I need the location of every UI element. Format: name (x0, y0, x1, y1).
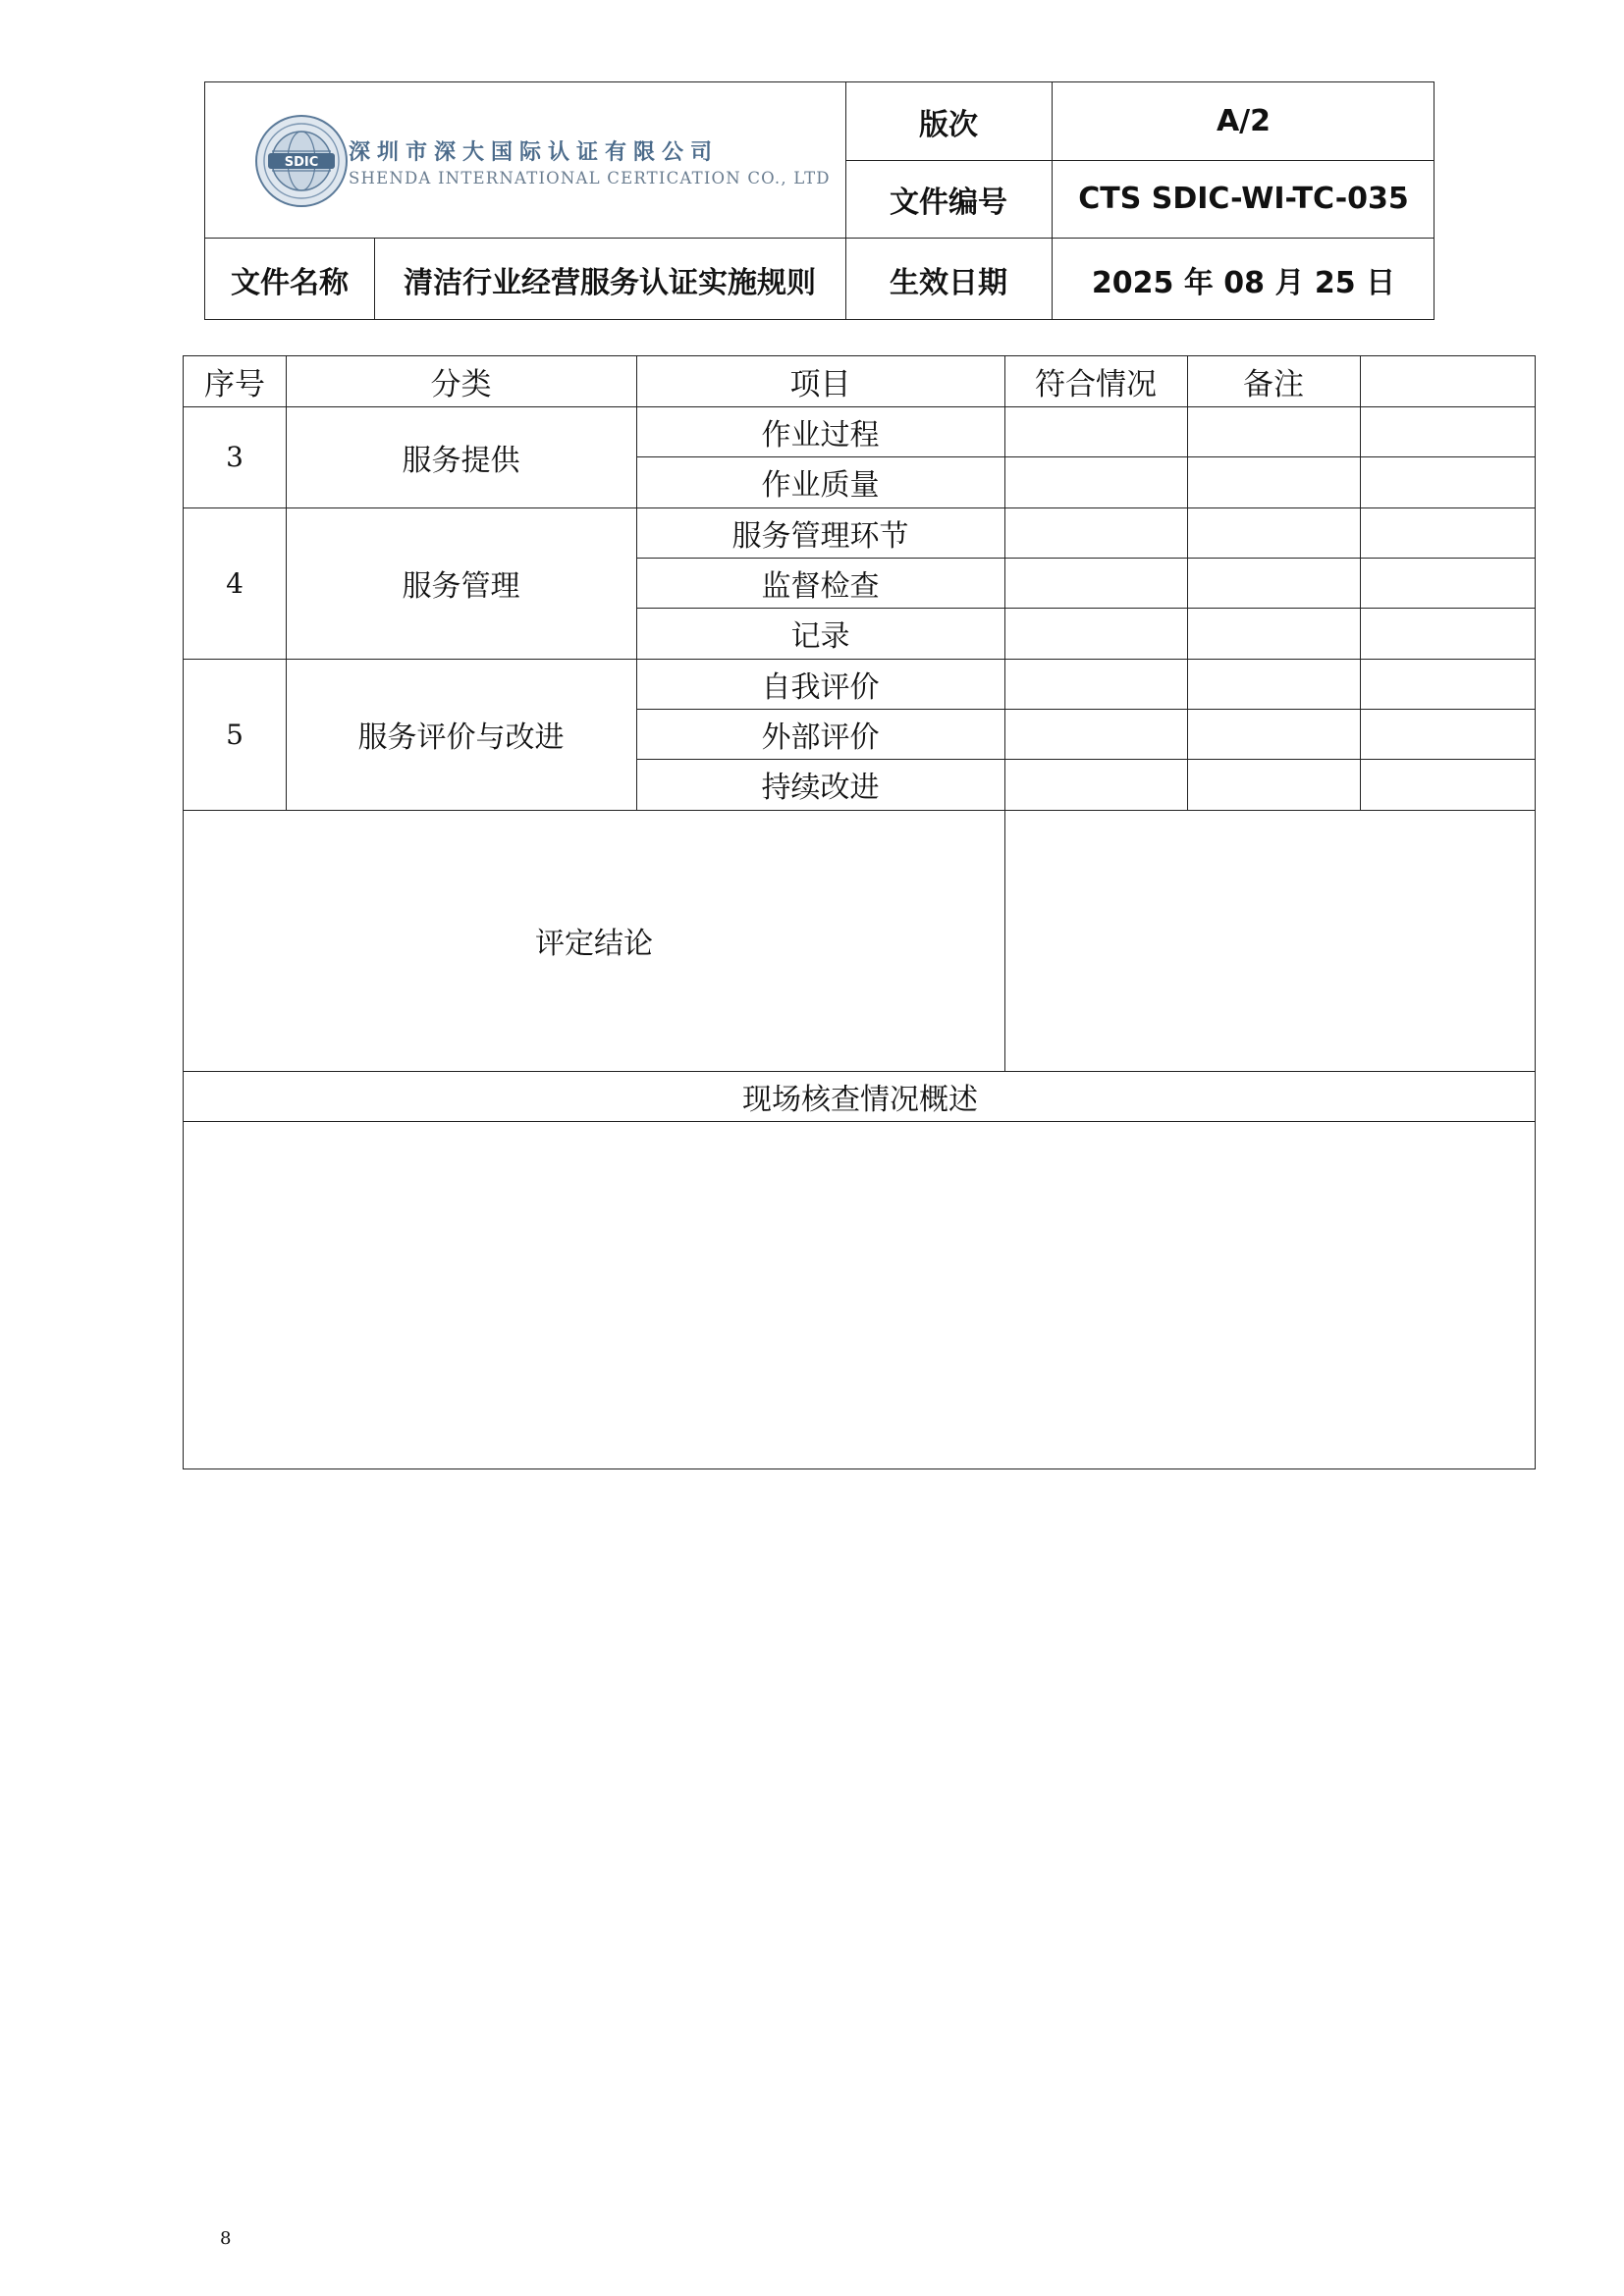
doc-number-label: 文件编号 (890, 185, 1007, 220)
col-header-extra (1360, 356, 1537, 406)
assessment-conclusion-field (1004, 810, 1537, 1071)
col-line (1360, 356, 1361, 810)
row-item: 监督检查 (761, 568, 880, 604)
row-item: 服务管理环节 (731, 518, 909, 554)
effective-date-value: 2025 年 08 月 25 日 (1091, 265, 1396, 300)
site-inspection-overview-label: 现场核查情况概述 (742, 1082, 978, 1117)
row-item: 自我评价 (761, 669, 880, 705)
col-header-compliance: 符合情况 (1035, 367, 1157, 402)
row-number: 5 (226, 718, 244, 751)
row-number: 4 (226, 566, 244, 600)
row-category: 服务提供 (402, 443, 520, 478)
row-number: 3 (226, 441, 244, 473)
row-item: 作业质量 (761, 468, 880, 503)
row-category: 服务评价与改进 (357, 721, 565, 755)
company-name-en: SHENDA INTERNATIONAL CERTICATION CO., LTD (349, 169, 831, 187)
sdic-globe-icon (254, 114, 349, 208)
row-item: 外部评价 (761, 720, 880, 755)
edition-label: 版次 (919, 107, 978, 142)
col-header-category: 分类 (430, 367, 492, 402)
effective-date-label: 生效日期 (890, 265, 1007, 300)
row-item: 持续改进 (761, 771, 880, 805)
col-header-remarks: 备注 (1243, 367, 1304, 402)
col-header-no: 序号 (204, 367, 265, 402)
company-logo (254, 114, 831, 212)
col-line (1187, 356, 1188, 810)
assessment-conclusion-label: 评定结论 (535, 927, 653, 961)
row-item: 作业过程 (761, 417, 880, 453)
edition-value: A/2 (1216, 104, 1272, 138)
document-header (204, 81, 1435, 320)
site-inspection-overview-field (184, 1121, 1537, 1470)
company-name-cn: 深圳市深大国际认证有限公司 (349, 140, 720, 165)
file-name-label: 文件名称 (231, 265, 349, 300)
svg-text:SDIC: SDIC (284, 155, 319, 170)
page-number: 8 (220, 2228, 232, 2249)
assessment-table (183, 355, 1536, 1469)
file-name-value: 清洁行业经营服务认证实施规则 (404, 265, 816, 300)
row-category: 服务管理 (402, 569, 520, 604)
doc-number-value: CTS SDIC-WI-TC-035 (1078, 182, 1409, 216)
col-header-item: 项目 (789, 367, 851, 402)
row-item: 记录 (790, 619, 850, 654)
